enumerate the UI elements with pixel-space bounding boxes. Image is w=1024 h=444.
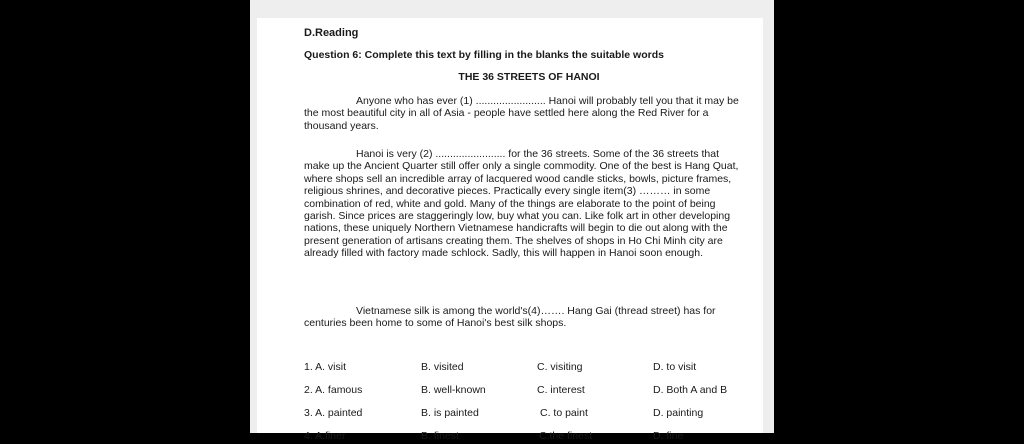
option-4a: 4. A.finer (304, 430, 346, 442)
option-1b: B. visited (421, 361, 464, 373)
passage-paragraph-3: Vietnamese silk is among the world's(4)……. Hang Gai (thread street) has for centuries been home to some of Hanoi's best silk shops. (304, 305, 716, 330)
option-2c: C. interest (537, 384, 585, 396)
passage-title: THE 36 STREETS OF HANOI (458, 71, 600, 83)
question-instruction: Question 6: Complete this text by filling in the blanks the suitable words (304, 49, 664, 61)
document-page (257, 18, 763, 442)
option-3d: D. painting (653, 407, 704, 419)
option-1a: 1. A. visit (304, 361, 347, 373)
passage-paragraph-2: Hanoi is very (2) ........................ for the 36 streets. Some of the 36 streets that make up the Ancient Quarter still offer only a single commodity. One of the best is Hang Quat, where shops sell an incredible array of lacquered wood candle sticks, bowls, picture frames, religious shrines, and decorative pieces. Practically every single item(3) ……… in some combination of red, white and gold. Many of the things are elaborate to the point of being garish. Since prices are staggeringly low, buy what you can. Like folk art in other developing nations, these uniquely Northern Vietnamese handicrafts will begin to die out along with the present generation of artisans creating them. The shelves of shops in Ho Chi Minh city are already filled with factory made schlock. Sadly, this will happen in Hanoi soon enough. (304, 148, 739, 260)
option-3b: B. is painted (421, 407, 479, 419)
option-4c: C.the finest (539, 430, 593, 442)
document-viewer (250, 0, 774, 442)
option-1d: D. to visit (653, 361, 697, 373)
option-3a: 3. A. painted (304, 407, 363, 419)
option-row-4 (304, 430, 754, 444)
option-1c: C. visiting (537, 361, 583, 373)
option-row-1 (304, 361, 754, 375)
passage-paragraph-1: Anyone who has ever (1) ........................ Hanoi will probably tell you that it may be the most beautiful city in all of Asia - people have settled here along the Red River for a thousand years. (304, 95, 739, 132)
option-4b: B. finest (421, 430, 459, 442)
option-3c: C. to paint (540, 407, 588, 419)
option-2a: 2. A. famous (304, 384, 363, 396)
option-4d: D. fine (653, 430, 684, 442)
option-2b: B. well-known (421, 384, 486, 396)
option-2d: D. Both A and B (653, 384, 728, 396)
option-row-2 (304, 384, 754, 398)
option-row-3 (304, 407, 754, 421)
section-title: D.Reading (304, 27, 359, 39)
